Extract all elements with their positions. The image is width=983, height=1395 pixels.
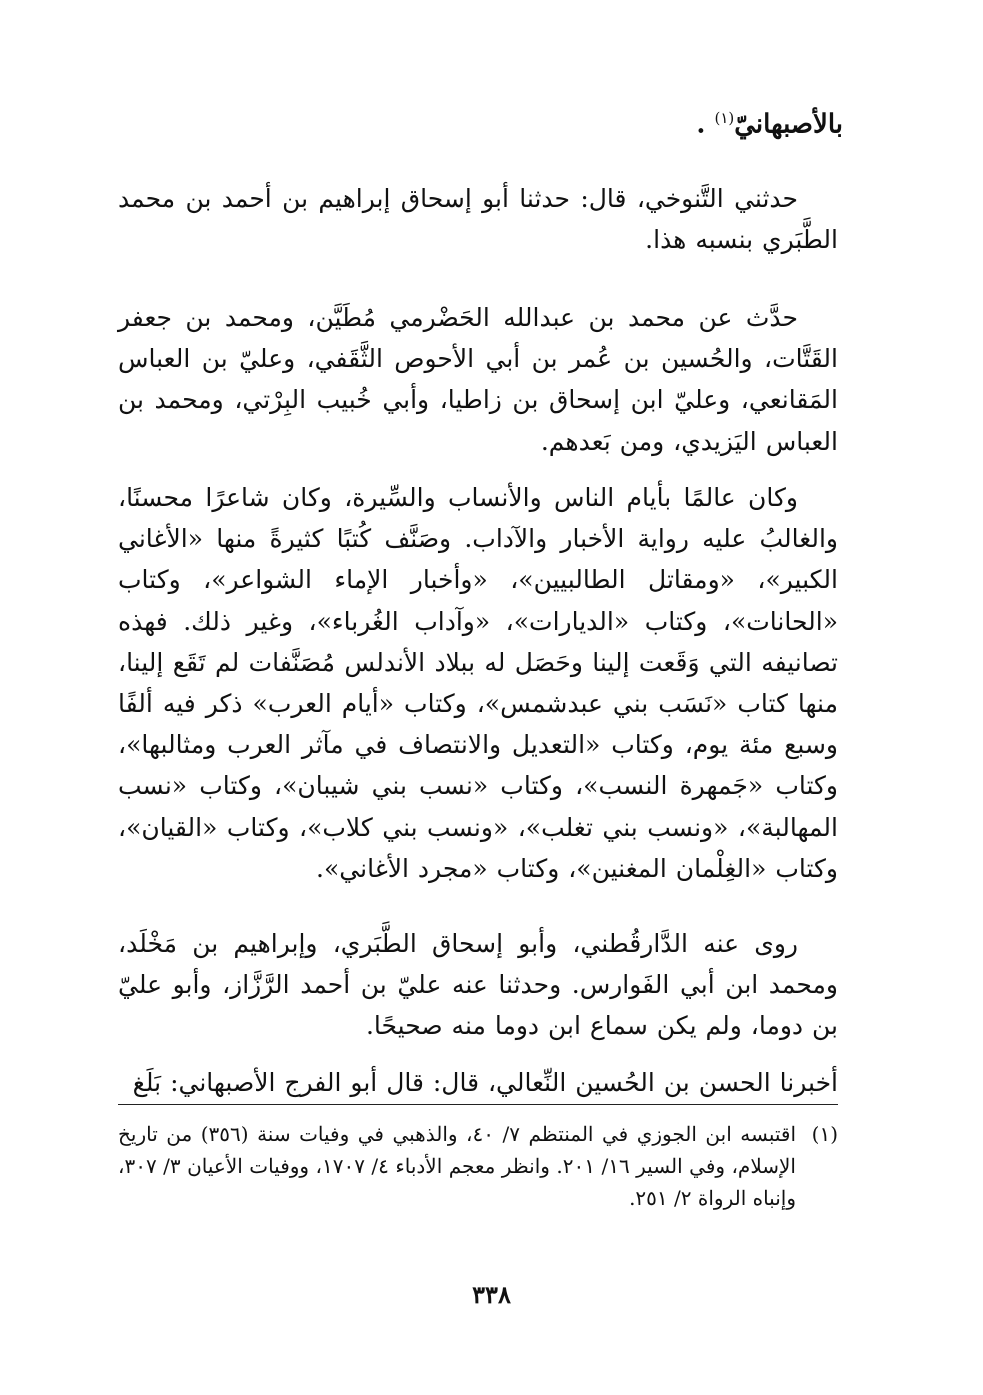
heading-trail: . [696,109,715,140]
footnote-number: (١) [811,1122,838,1146]
page-number: ٣٣٨ [472,1280,511,1309]
paragraph-3: وكان عالمًا بأيام الناس والأنساب والسِّيرة، وكان شاعرًا محسنًا، والغالبُ عليه رواية الأخبار والآداب. وصَنَّف كُتبًا كثيرةً منها «الأغاني الكبير»، «ومقاتل الطالبيين»، «وأخبار الإماء الشواعر»، وكتاب «الحانات»، وكتاب «الديارات»، «وآداب الغُرباء»، وغير ذلك. فهذه تصانيفه التي وَقَعت إلينا وحَصَل له ببلاد الأندلس مُصَنَّفات لم تَقَع إلينا، منها كتاب «نَسَب بني عبدشمس»، وكتاب «أيام العرب» ذكر فيه ألفًا وسبع مئة يوم، وكتاب «التعديل والانتصاف في مآثر العرب ومثالبها»، وكتاب «جَمهرة النسب»، وكتاب «نسب بني شيبان»، وكتاب «نسب المهالبة»، «ونسب بني تغلب»، «ونسب بني كلاب»، وكتاب «القيان»، وكتاب «الغِلْمان المغنين»، وكتاب «مجرد الأغاني». [118,483,838,883]
paragraph-4: روى عنه الدَّارقُطني، وأبو إسحاق الطَّبَري، وإبراهيم بن مَخْلَد، ومحمد ابن أبي الفَوارس. وحدثنا عنه عليّ بن أحمد الرَّزَّاز، وأبو عليّ بن دوما، ولم يكن سماع ابن دوما منه صحيحًا. [118,929,838,1041]
footnote-divider [118,1104,838,1105]
paragraph-1: حدثني التَّنوخي، قال: حدثنا أبو إسحاق إبراهيم بن أحمد بن محمد الطَّبَري بنسبه هذا. [118,184,838,255]
paragraph-5: أخبرنا الحسن بن الحُسين النِّعالي، قال: قال أبو الفرج الأصبهاني: بَلَغ [132,1068,838,1097]
footnote [118,1118,838,1214]
paragraph-2: حدَّث عن محمد بن عبدالله الحَضْرمي مُطَيَّن، ومحمد بن جعفر القَتَّات، والحُسين بن عُمر بن أبي الأحوص الثَّقَفي، وعليّ بن العباس المَقانعي، وعليّ ابن إسحاق بن زاطيا، وأبي خُبيب البِرْتي، ومحمد بن العباس اليَزيدي، ومن بَعدهم. [118,303,838,456]
heading-text: بالأصبهانيّ [734,109,843,140]
footnote-text: اقتبسه ابن الجوزي في المنتظم ٧/ ٤٠، والذهبي في وفيات سنة (٣٥٦) من تاريخ الإسلام، وفي السير ١٦/ ٢٠١. وانظر معجم الأدباء ٤/ ١٧٠٧، ووفيات الأعيان ٣/ ٣٠٧، وإنباه الرواة ٢/ ٢٥١. [118,1122,797,1210]
entry-heading [696,98,843,145]
footnote-reference: (١) [714,109,735,127]
